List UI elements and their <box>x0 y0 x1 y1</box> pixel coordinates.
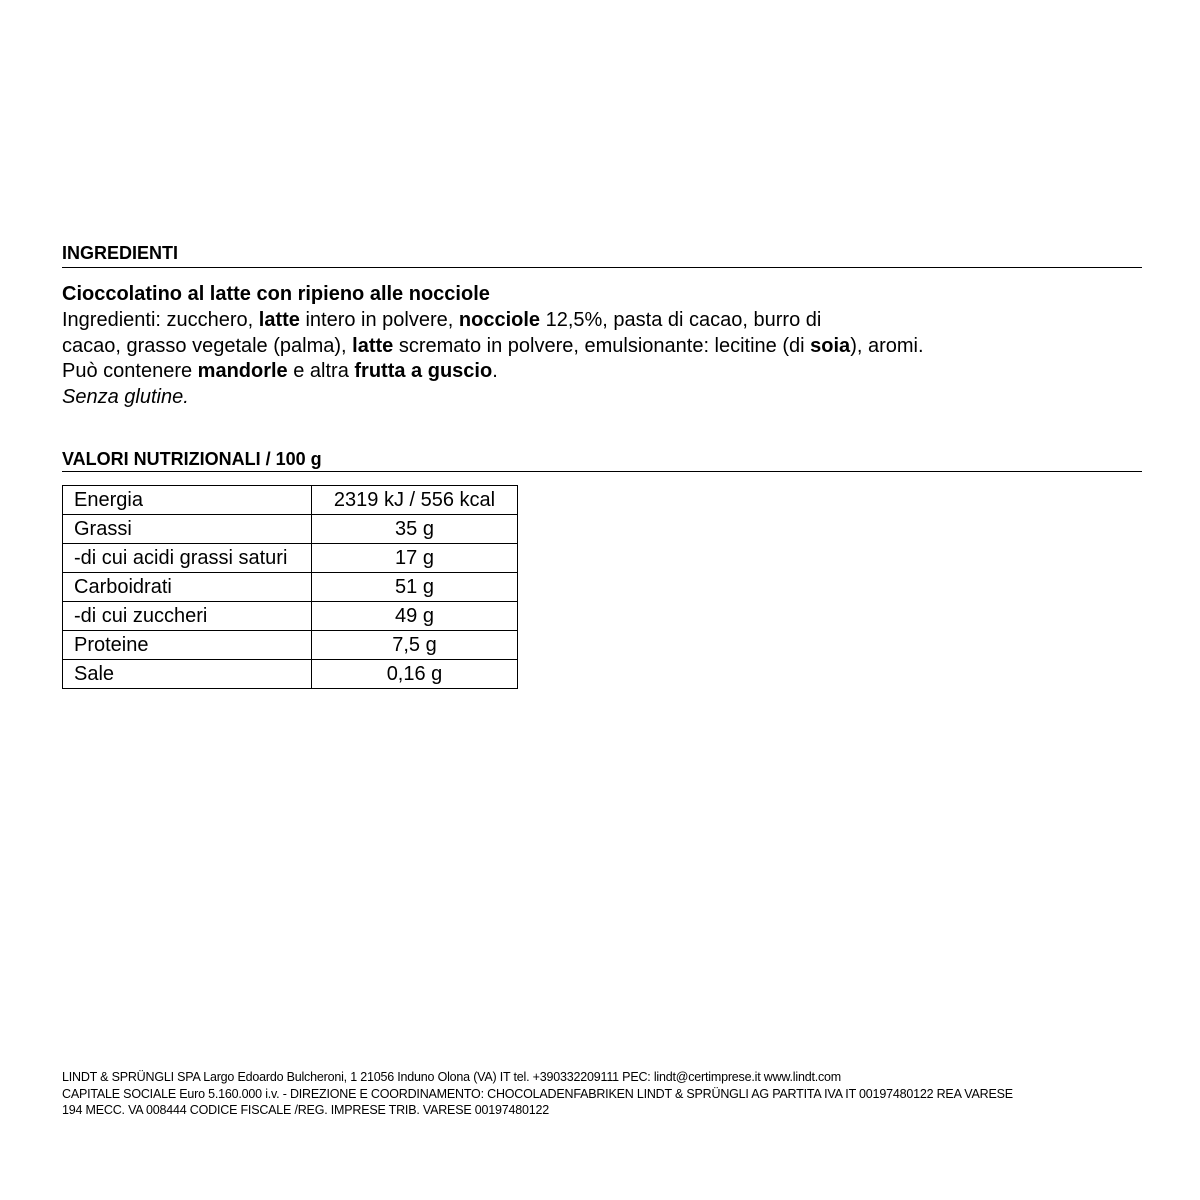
nutrition-row <box>63 602 518 631</box>
ingredients-line-2 <box>62 335 924 358</box>
nutrient-name: -di cui zuccheri <box>63 602 312 631</box>
nutrition-row <box>63 660 518 689</box>
nutrient-name: Sale <box>63 660 312 689</box>
nutrient-name: Carboidrati <box>63 573 312 602</box>
ingredient-text: e altra <box>287 360 355 382</box>
ingredient-text: intero in polvere, <box>299 309 459 331</box>
ingredient-text: . <box>492 360 498 382</box>
nutrition-row <box>63 486 518 515</box>
footer-capital-line: CAPITALE SOCIALE Euro 5.160.000 i.v. - DIREZIONE E COORDINAMENTO: CHOCOLADENFABRIKEN LINDT & SPRÜNGLI AG PARTITA IVA IT 00197480122 REA VARESE <box>62 1087 1013 1101</box>
allergen-bold: frutta a guscio <box>354 360 493 382</box>
nutrient-value: 7,5 g <box>312 631 518 660</box>
nutrition-row <box>63 631 518 660</box>
allergen-bold: nocciole <box>458 309 541 331</box>
ingredients-divider <box>62 267 1142 268</box>
allergen-bold: latte <box>258 309 300 331</box>
ingredients-line-1 <box>62 309 821 332</box>
nutrient-value: 49 g <box>312 602 518 631</box>
nutrition-row <box>63 515 518 544</box>
nutrient-value: 2319 kJ / 556 kcal <box>312 486 518 515</box>
allergen-note <box>62 360 498 383</box>
nutrition-table <box>62 485 518 689</box>
ingredient-text: 12,5%, pasta di cacao, burro di <box>540 309 822 331</box>
nutrient-value: 51 g <box>312 573 518 602</box>
ingredient-text: cacao, grasso vegetale (palma), <box>62 335 353 357</box>
gluten-free-note: Senza glutine. <box>62 386 189 408</box>
allergen-bold: mandorle <box>197 360 288 382</box>
nutrition-row <box>63 573 518 602</box>
nutrition-row <box>63 544 518 573</box>
nutrient-value: 0,16 g <box>312 660 518 689</box>
nutrition-heading: VALORI NUTRIZIONALI / 100 g <box>62 449 322 469</box>
nutrition-divider <box>62 471 1142 472</box>
allergen-bold: soia <box>810 335 851 357</box>
nutrient-value: 35 g <box>312 515 518 544</box>
footer-company-line: LINDT & SPRÜNGLI SPA Largo Edoardo Bulcheroni, 1 21056 Induno Olona (VA) IT tel. +390332209111 PEC: lindt@certimprese.it www.lindt.com <box>62 1070 842 1084</box>
nutrient-name: Proteine <box>63 631 312 660</box>
ingredient-text: ), aromi. <box>850 335 924 357</box>
footer-registry-line: 194 MECC. VA 008444 CODICE FISCALE /REG. IMPRESE TRIB. VARESE 00197480122 <box>62 1103 550 1117</box>
ingredient-text: scremato in polvere, emulsionante: lecitine (di <box>393 335 811 357</box>
ingredient-text: Ingredienti: zucchero, <box>62 309 259 331</box>
ingredient-text: Può contenere <box>62 360 198 382</box>
nutrient-name: -di cui acidi grassi saturi <box>63 544 312 573</box>
allergen-bold: latte <box>352 335 394 357</box>
product-name: Cioccolatino al latte con ripieno alle nocciole <box>62 283 490 305</box>
ingredients-heading: INGREDIENTI <box>62 243 179 263</box>
nutrient-name: Energia <box>63 486 312 515</box>
nutrient-name: Grassi <box>63 515 312 544</box>
nutrient-value: 17 g <box>312 544 518 573</box>
